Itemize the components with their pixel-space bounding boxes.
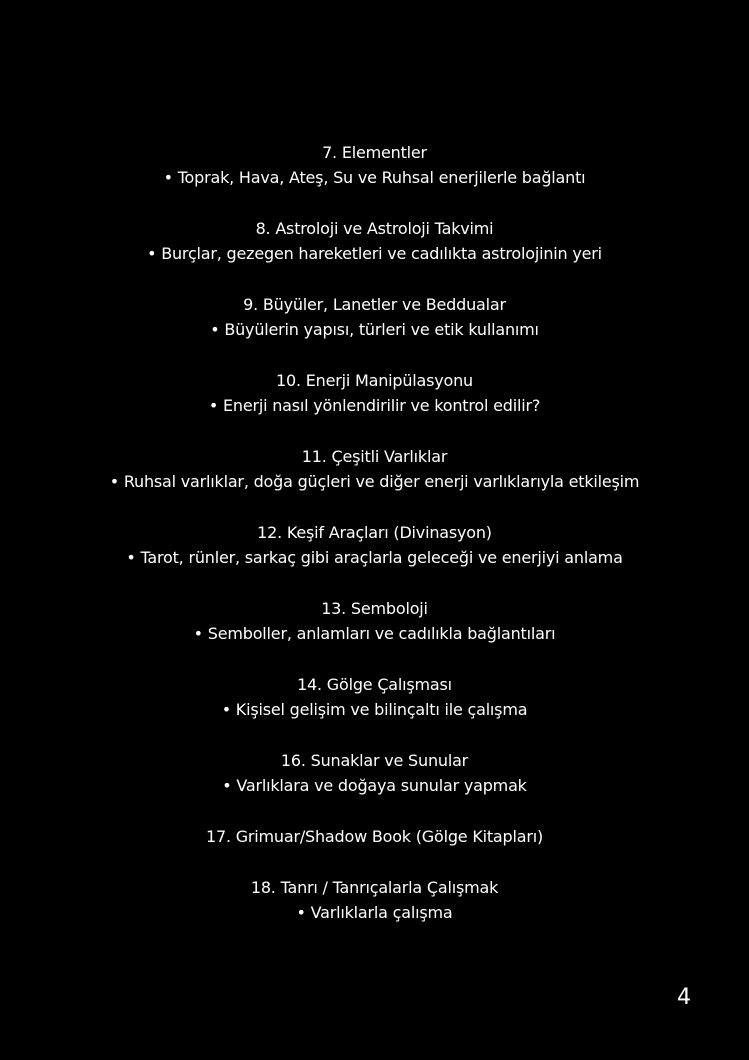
toc-section-18 xyxy=(0,875,749,925)
toc-section-13 xyxy=(0,596,749,646)
section-heading: 17. Grimuar/Shadow Book (Gölge Kitapları) xyxy=(205,827,544,846)
section-bullet: • Kişisel gelişim ve bilinçaltı ile çalışma xyxy=(221,700,528,719)
toc-section-8 xyxy=(0,216,749,266)
toc-section-14 xyxy=(0,672,749,722)
section-bullet: • Büyülerin yapısı, türleri ve etik kullanımı xyxy=(210,320,539,339)
section-bullet: • Varlıklarla çalışma xyxy=(296,903,453,922)
section-heading: 12. Keşif Araçları (Divinasyon) xyxy=(257,523,492,542)
section-bullet: • Burçlar, gezegen hareketleri ve cadılıkta astrolojinin yeri xyxy=(147,244,602,263)
section-heading: 7. Elementler xyxy=(322,143,427,162)
toc-section-7 xyxy=(0,140,749,190)
toc-section-10 xyxy=(0,368,749,418)
section-bullet: • Enerji nasıl yönlendirilir ve kontrol edilir? xyxy=(208,396,541,415)
section-heading: 16. Sunaklar ve Sunular xyxy=(280,751,469,770)
toc-section-17 xyxy=(0,824,749,849)
section-bullet: • Ruhsal varlıklar, doğa güçleri ve diğer enerji varlıklarıyla etkileşim xyxy=(109,472,640,491)
toc-section-12 xyxy=(0,520,749,570)
section-bullet: • Toprak, Hava, Ateş, Su ve Ruhsal enerjilerle bağlantı xyxy=(163,168,586,187)
section-heading: 10. Enerji Manipülasyonu xyxy=(276,371,473,390)
section-heading: 18. Tanrı / Tanrıçalarla Çalışmak xyxy=(250,878,499,897)
section-bullet: • Varlıklara ve doğaya sunular yapmak xyxy=(222,776,527,795)
section-heading: 14. Gölge Çalışması xyxy=(297,675,452,694)
toc-section-11 xyxy=(0,444,749,494)
section-heading: 11. Çeşitli Varlıklar xyxy=(301,447,448,466)
section-heading: 9. Büyüler, Lanetler ve Beddualar xyxy=(243,295,506,314)
toc-section-9 xyxy=(0,292,749,342)
toc-section-16 xyxy=(0,748,749,798)
page-number: 4 xyxy=(677,985,691,1010)
section-heading: 8. Astroloji ve Astroloji Takvimi xyxy=(255,219,494,238)
table-of-contents xyxy=(0,140,749,925)
section-bullet: • Semboller, anlamları ve cadılıkla bağlantıları xyxy=(193,624,556,643)
section-heading: 13. Semboloji xyxy=(321,599,428,618)
section-bullet: • Tarot, rünler, sarkaç gibi araçlarla geleceği ve enerjiyi anlama xyxy=(126,548,623,567)
